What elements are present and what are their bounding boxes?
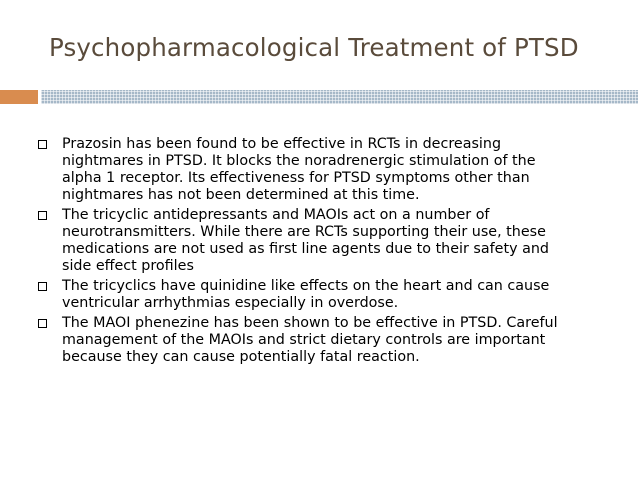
bullet-line: alpha 1 receptor. Its effectiveness for PTSD symptoms other than bbox=[62, 170, 530, 186]
bullet-line: The tricyclics have quinidine like effects on the heart and can cause bbox=[62, 278, 550, 294]
bullet-line: side effect profiles bbox=[62, 258, 194, 274]
title-accent-bar-orange bbox=[0, 90, 38, 104]
square-bullet-icon bbox=[38, 211, 47, 220]
bullet-line: The tricyclic antidepressants and MAOIs act on a number of bbox=[62, 207, 490, 223]
bullet-line: The MAOI phenezine has been shown to be effective in PTSD. Careful bbox=[62, 315, 558, 331]
bullet-item bbox=[38, 207, 613, 275]
bullet-line: ventricular arrhythmias especially in overdose. bbox=[62, 295, 399, 311]
bullet-line: management of the MAOIs and strict dietary controls are important bbox=[62, 332, 546, 348]
square-bullet-icon bbox=[38, 282, 47, 291]
bullet-line: because they can cause potentially fatal reaction. bbox=[62, 349, 420, 365]
bullet-item bbox=[38, 315, 613, 366]
bullet-list bbox=[38, 136, 613, 369]
bullet-line: Prazosin has been found to be effective in RCTs in decreasing bbox=[62, 136, 502, 152]
square-bullet-icon bbox=[38, 140, 47, 149]
bullet-line: nightmares has not been determined at this time. bbox=[62, 187, 420, 203]
bullet-line: medications are not used as first line agents due to their safety and bbox=[62, 241, 549, 257]
bullet-line: nightmares in PTSD. It blocks the noradrenergic stimulation of the bbox=[62, 153, 536, 169]
bullet-line: neurotransmitters. While there are RCTs supporting their use, these bbox=[62, 224, 546, 240]
bullet-item bbox=[38, 278, 613, 312]
title-accent-bar-blue bbox=[41, 90, 638, 104]
slide-title: Psychopharmacological Treatment of PTSD bbox=[49, 33, 579, 62]
bullet-item bbox=[38, 136, 613, 204]
square-bullet-icon bbox=[38, 319, 47, 328]
